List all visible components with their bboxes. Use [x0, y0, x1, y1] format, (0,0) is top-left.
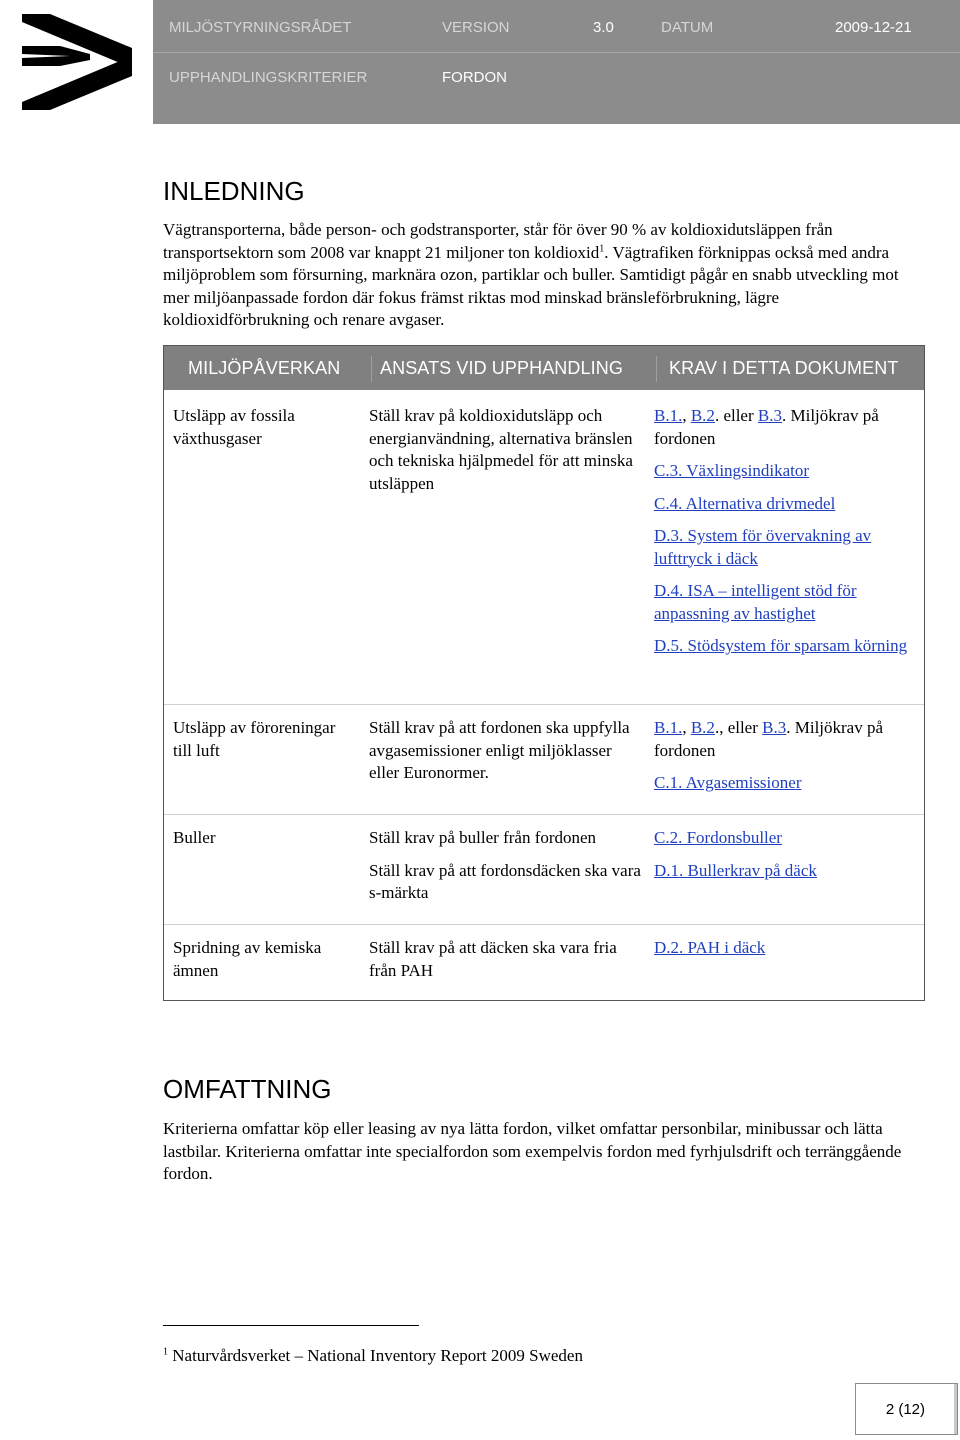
footnote-rule: [163, 1325, 419, 1326]
table-cell-requirements: [654, 405, 919, 658]
link-d4[interactable]: D.4. ISA – intelligent stöd för anpassning av hastighet: [654, 581, 857, 623]
footnote-ref[interactable]: 1: [599, 242, 605, 254]
table-cell-approach: Ställ krav på koldioxidutsläpp och energianvändning, alternativa bränslen och tekniska hjälpmedel för att minska utsläppen: [369, 406, 633, 493]
requirement-lead: B.1., B.2. eller B.3. Miljökrav på fordonen: [654, 406, 879, 448]
chevron-logo-icon: [0, 0, 153, 124]
table-cell-impact: Spridning av kemiska ämnen: [173, 938, 322, 980]
table-cell-requirements: [654, 827, 919, 882]
link-d2[interactable]: D.2. PAH i däck: [654, 938, 766, 957]
header-row-meta: [153, 3, 960, 53]
table-cell-impact: Buller: [173, 828, 216, 847]
header-section-value: FORDON: [442, 69, 507, 86]
inledning-paragraph: Vägtransporterna, både person- och godstransporter, står för över 90 % av koldioxidutsläppen från transportsektorn som 2008 var knappt 21 miljoner ton koldioxid$^1$. Vägtrafiken förknippas också med andra miljöproblem som försurning, marknära ozon, partiklar och buller. Samtidigt pågår en snabb utveckling mot mer miljöanpassade fordon där fokus främst riktas mod minskad bränsleförbrukning, lägre koldioxidförbrukning och renare avgaser.: [163, 220, 899, 329]
footnote-text: Naturvårdsverket – National Inventory Report 2009 Sweden: [172, 1346, 583, 1365]
header-separator: [656, 356, 657, 382]
footnote-number: 1: [163, 1346, 168, 1358]
page-number-box: [855, 1383, 958, 1435]
table-cell-impact: Utsläpp av fossila växthusgaser: [173, 406, 295, 448]
omfattning-paragraph: Kriterierna omfattar köp eller leasing av nya lätta fordon, vilket omfattar personbilar, minibussar och lätta lastbilar. Kriterierna omfattar inte specialfordon som exempelvis fordon med fyrhjulsdrift och terränggående fordon.: [163, 1119, 902, 1183]
omfattning-heading: OMFATTNING: [163, 1074, 332, 1104]
link-d1[interactable]: D.1. Bullerkrav på däck: [654, 860, 817, 880]
header-date-label: DATUM: [661, 19, 714, 36]
header-separator: [371, 356, 372, 382]
row-divider: [164, 704, 924, 705]
header-row-section: [153, 53, 960, 103]
table-cell-impact: Utsläpp av föroreningar till luft: [173, 718, 336, 760]
link-b1[interactable]: B.1.: [654, 718, 683, 737]
link-c1[interactable]: C.1. Avgasemissioner: [654, 773, 802, 792]
table-header: [164, 346, 924, 390]
table-cell-requirements: [654, 937, 919, 960]
link-c2[interactable]: C.2. Fordonsbuller: [654, 828, 782, 847]
requirement-lead: B.1., B.2., eller B.3. Miljökrav på fordonen: [654, 718, 884, 760]
header-ansats: ANSATS VID UPPHANDLING: [380, 358, 623, 378]
table-cell-approach: Ställ krav på att däcken ska vara fria från PAH: [369, 938, 617, 980]
header-miljopaverkan: MILJÖPÅVERKAN: [188, 358, 341, 378]
page-number: 2 (12): [885, 1401, 925, 1418]
link-b1[interactable]: B.1.: [654, 406, 683, 425]
link-b2[interactable]: B.2: [690, 718, 715, 737]
link-b3[interactable]: B.3: [762, 718, 787, 737]
link-b3[interactable]: B.3: [757, 406, 782, 425]
header-version-label: VERSION: [442, 19, 510, 36]
table-cell-approach: Ställ krav på att fordonen ska uppfylla avgasemissioner enligt miljöklasser eller Euronormer.: [369, 718, 630, 782]
requirements-table: [163, 345, 925, 1001]
table-cell-approach: Ställ krav på buller från fordonen Ställ krav på att fordonsdäcken ska vara s-märkta: [369, 828, 641, 902]
header-org-label: MILJÖSTYRNINGSRÅDET: [169, 19, 352, 36]
link-d5[interactable]: D.5. Stödsystem för sparsam körning: [654, 636, 908, 655]
header-krav: KRAV I DETTA DOKUMENT: [669, 358, 899, 378]
header-section-label: UPPHANDLINGSKRITERIER: [169, 69, 368, 86]
footnote: [163, 1346, 583, 1366]
link-d3[interactable]: D.3. System för övervakning av lufttryck i däck: [654, 526, 872, 568]
table-cell-requirements: [654, 717, 919, 795]
link-b2[interactable]: B.2: [690, 406, 715, 425]
row-divider: [164, 814, 924, 815]
header-date-value: 2009-12-21: [835, 19, 912, 36]
link-c4[interactable]: C.4. Alternativa drivmedel: [654, 493, 836, 513]
link-c3[interactable]: C.3. Växlingsindikator: [654, 461, 810, 480]
page-box-edge: [954, 1384, 957, 1434]
row-divider: [164, 924, 924, 925]
header-version-value: 3.0: [593, 19, 614, 36]
organization-logo: [0, 0, 153, 124]
inledning-heading: INLEDNING: [163, 176, 305, 206]
